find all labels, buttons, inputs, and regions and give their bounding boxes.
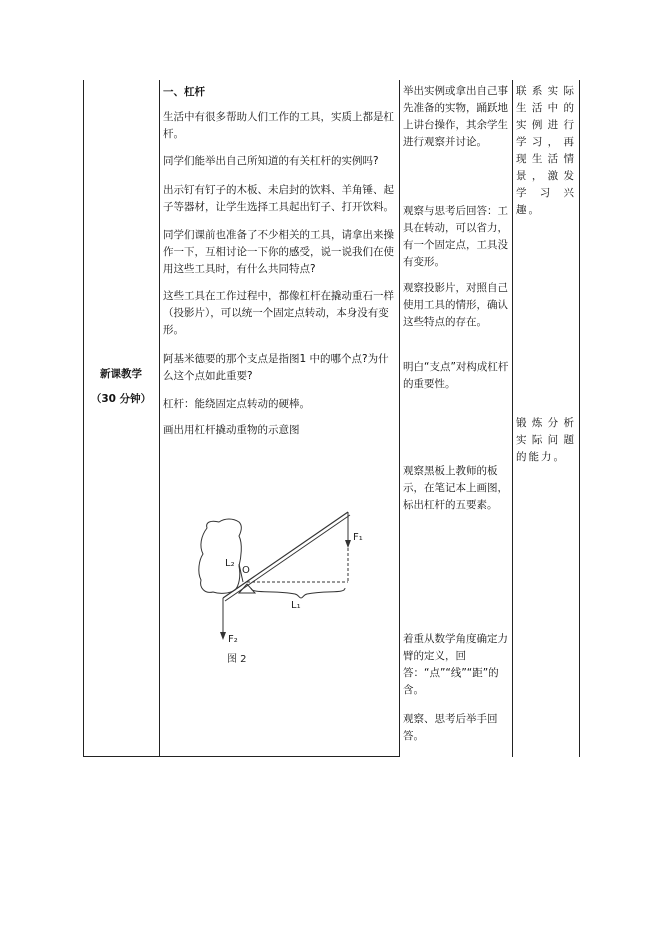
stage-name: 新课教学 [100,368,142,380]
label-o: O [242,565,250,576]
column-divider-2 [399,80,400,757]
intent-item: 联系实际生活中的实例进行学习，再现生活情景，激发学习兴趣。 [516,85,576,216]
intent-item: 锻炼分析实际问题的能力。 [516,417,576,463]
student-item: 观察投影片，对照自己使用工具的情形，确认这些特点的存在。 [403,282,508,328]
student-item: 观察与思考后回答：工具在转动，可以省力，有一个固定点，工具没有变形。 [403,205,508,268]
student-item: 着重从数学角度确定力臂的定义，回答：“点”“线”“距”的含。 [403,633,508,696]
f2-arrowhead [220,632,226,640]
table-border-left [83,80,84,757]
student-item: 观察黑板上教师的板示，在笔记本上画图，标出杠杆的五要素。 [403,465,508,511]
lever-bar [223,512,348,598]
stone-shape [199,519,241,593]
teacher-paragraph: 杠杆：能绕固定点转动的硬棒。 [163,398,310,410]
label-f2: F₂ [228,634,238,645]
teacher-paragraph: 出示钉有钉子的木板、未启封的饮料、羊角锤、起子等器材，让学生选择工具起出钉子、打开饮料。 [163,184,394,213]
table-bottom-border [83,756,400,757]
student-item: 明白“支点”对构成杠杆的重要性。 [403,361,509,390]
teacher-paragraph: 阿基米德要的那个支点是指图1 中的哪个点?为什么这个点如此重要? [163,353,389,382]
column-divider-1 [159,80,160,757]
stage-duration: （30 分钟） [90,393,152,405]
label-l2: L₂ [225,558,235,569]
label-l1: L₁ [291,600,301,611]
lever-diagram [195,500,365,675]
teacher-paragraph: 同学们课前也准备了不少相关的工具，请拿出来操作一下，互相讨论一下你的感受，说一说我们在使用这些工具时，有什么共同特点? [163,229,394,275]
table-border-right [579,80,580,757]
teacher-activity-cell [163,84,395,449]
teacher-paragraph: 生活中有很多帮助人们工作的工具，实质上都是杠杆。 [163,111,394,140]
label-f1: F₁ [353,532,363,543]
student-item: 观察、思考后举手回答。 [403,713,498,742]
figure-caption: 图 2 [227,654,247,665]
section-heading: 一、杠杆 [163,86,205,98]
student-item: 举出实例或拿出自己事先准备的实物，踊跃地上讲台操作，其余学生进行观察并讨论。 [403,85,508,148]
column-divider-3 [512,80,513,757]
teacher-paragraph: 这些工具在工作过程中，都像杠杆在撬动重石一样（投影片），可以统一个固定点转动，本身没有变形。 [163,290,394,336]
teacher-paragraph: 画出用杠杆撬动重物的示意图 [163,424,300,436]
teacher-paragraph: 同学们能举出自己所知道的有关杠杆的实例吗? [163,155,379,167]
f1-arrowhead [345,540,351,548]
l1-brace [251,588,345,598]
